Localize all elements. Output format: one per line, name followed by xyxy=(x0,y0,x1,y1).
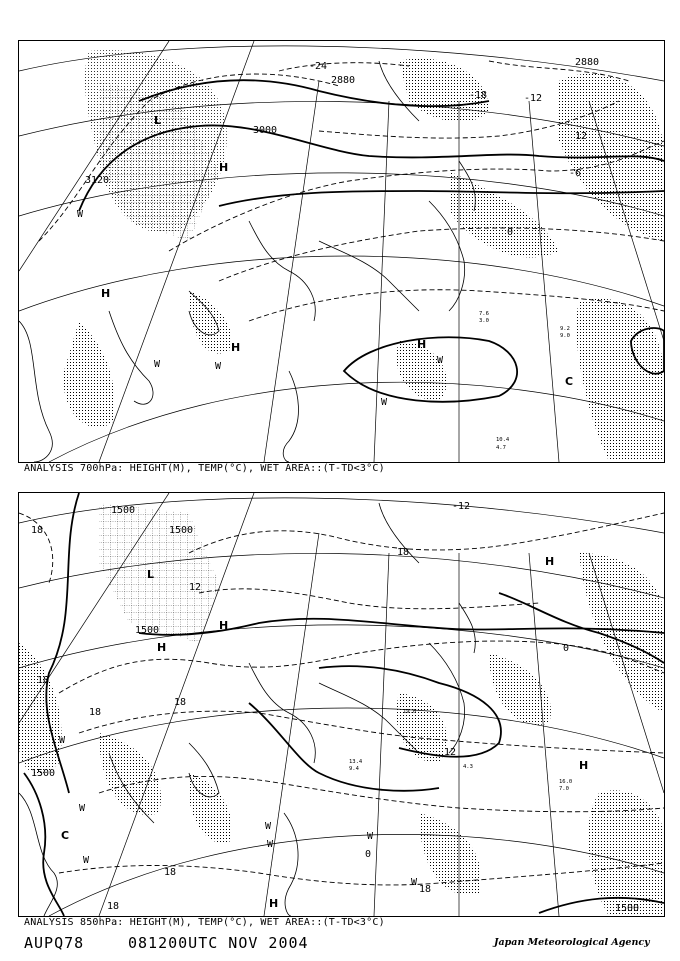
temp-label: 12 xyxy=(189,582,202,593)
wind-mark: W xyxy=(267,839,274,850)
upper-map-canvas xyxy=(19,41,664,462)
temp-label: -6 xyxy=(569,168,582,179)
station-value: 9.4 xyxy=(349,766,359,772)
temp-label: 12 xyxy=(444,747,457,758)
wind-mark: W xyxy=(83,855,90,866)
temp-label: 0 xyxy=(365,849,372,860)
temp-label: 0 xyxy=(507,227,514,238)
agency-credit: Japan Meteorological Agency xyxy=(494,937,650,948)
pressure-center-high: H xyxy=(579,759,589,772)
wind-mark: W xyxy=(437,355,444,366)
lower-map-panel xyxy=(18,492,665,917)
height-label-1500: 1500 xyxy=(169,525,194,536)
height-label-3120: 3120 xyxy=(85,175,110,186)
wind-mark: W xyxy=(79,803,86,814)
station-value: 10.4 xyxy=(496,437,510,443)
temp-label: 18 xyxy=(397,547,410,558)
pressure-center-cold: C xyxy=(565,375,574,388)
temp-label: 12 xyxy=(575,131,588,142)
station-value: 9.2 xyxy=(560,326,570,332)
temp-label: 18 xyxy=(31,525,44,536)
station-value: 19.0 xyxy=(403,709,417,715)
wind-mark: W xyxy=(411,877,418,888)
height-label-1500: 1500 xyxy=(111,505,136,516)
wind-mark: W xyxy=(381,397,388,408)
wind-mark: W xyxy=(265,821,272,832)
temp-label: 18 xyxy=(107,901,120,912)
temp-label: 18 xyxy=(89,707,102,718)
temp-label: -24 xyxy=(309,61,328,72)
temp-label: -18 xyxy=(469,90,488,101)
lower-map-caption: ANALYSIS 850hPa: HEIGHT(M), TEMP(°C), WET AREA::(T-TD<3°C) xyxy=(24,917,385,928)
station-value: 16.0 xyxy=(559,779,573,785)
wind-mark: W xyxy=(77,209,84,220)
temp-label: 18 xyxy=(37,675,50,686)
pressure-center-high: H xyxy=(157,641,167,654)
temp-label: 18 xyxy=(174,697,187,708)
height-label-1500: 1500 xyxy=(615,903,640,914)
pressure-center-high: H xyxy=(101,287,111,300)
wind-mark: W xyxy=(367,831,374,842)
height-label-1500: 1500 xyxy=(31,768,56,779)
valid-time: 081200UTC NOV 2004 xyxy=(128,934,309,952)
pressure-center-high: H xyxy=(219,161,229,174)
height-label-2880: 2880 xyxy=(331,75,356,86)
pressure-center-low: L xyxy=(147,568,155,581)
pressure-center-high: H xyxy=(417,338,427,351)
pressure-center-high: H xyxy=(269,897,279,910)
pressure-center-low: L xyxy=(154,114,162,127)
wind-mark: W xyxy=(59,735,66,746)
chart-id: AUPQ78 xyxy=(24,934,85,952)
height-label-3000: 3000 xyxy=(253,125,278,136)
lower-map-canvas xyxy=(19,493,664,916)
station-value: 4.7 xyxy=(496,445,506,451)
height-label-1500: 1500 xyxy=(135,625,160,636)
temp-label: 18 xyxy=(164,867,177,878)
wind-mark: W xyxy=(154,359,161,370)
pressure-center-cold: C xyxy=(61,829,70,842)
height-label-2880-east: 2880 xyxy=(575,57,600,68)
temp-label: -12 xyxy=(524,93,543,104)
upper-map-panel xyxy=(18,40,665,463)
station-value: 3.0 xyxy=(479,318,489,324)
wet-areas xyxy=(19,553,664,916)
pressure-center-high: H xyxy=(545,555,555,568)
station-value: 7.0 xyxy=(559,786,569,792)
station-value: 9.0 xyxy=(560,333,570,339)
temp-label: 0 xyxy=(563,643,570,654)
temp-label: 18 xyxy=(419,884,432,895)
temp-label: -12 xyxy=(452,501,471,512)
station-value: 4.3 xyxy=(463,764,473,770)
wind-mark: W xyxy=(215,361,222,372)
pressure-center-high: H xyxy=(231,341,241,354)
station-value: 13.4 xyxy=(349,759,363,765)
upper-map-caption: ANALYSIS 700hPa: HEIGHT(M), TEMP(°C), WET AREA::(T-TD<3°C) xyxy=(24,463,385,474)
station-value: 7.6 xyxy=(479,311,489,317)
pressure-center-high: H xyxy=(219,619,229,632)
